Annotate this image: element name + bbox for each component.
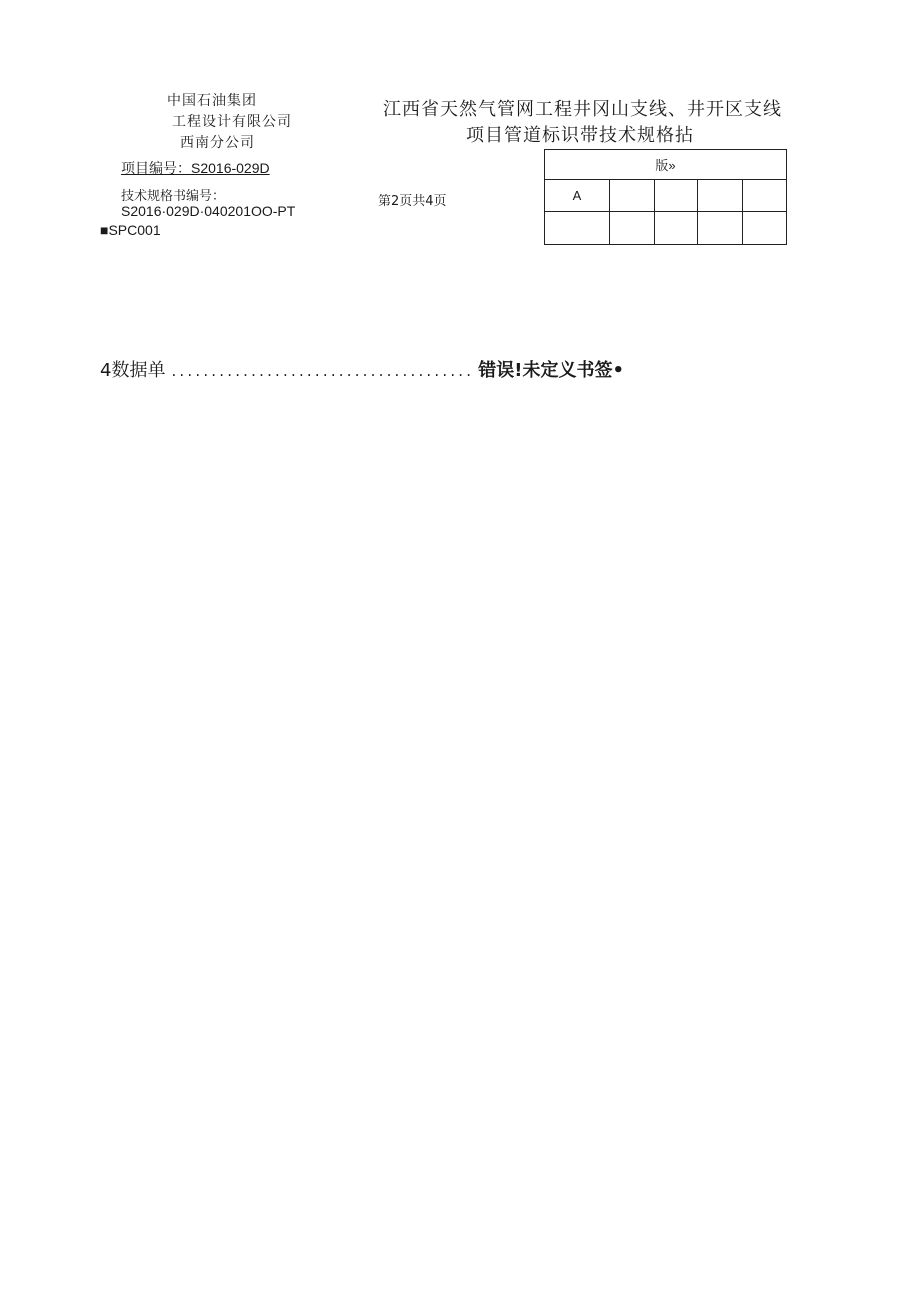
revision-cell [743, 180, 787, 212]
toc-entry-reference: 错误!未定义书签• [478, 360, 624, 381]
revision-table [544, 149, 787, 245]
toc-leader-dots: ...................................... [171, 362, 475, 380]
document-title-line1: 江西省天然气管网工程井冈山支线、井开区支线 [383, 99, 782, 120]
spec-number-label: 技术规格书编号： [121, 189, 226, 204]
spec-number-line1: S2016·029D·040201OO-PT [121, 203, 296, 219]
project-number: 项目编号：S2016-029D [121, 160, 270, 176]
company-name-line3: 西南分公司 [180, 135, 255, 151]
revision-cell [655, 212, 698, 245]
toc-entry-label: 4数据单 [100, 360, 166, 381]
document-title-line2: 项目管道标识带技术规格拈 [466, 125, 694, 146]
revision-cell [610, 212, 655, 245]
page-number: 第2页共4页 [378, 194, 447, 209]
revision-cell [655, 180, 698, 212]
revision-cell: A [545, 180, 610, 212]
revision-header: 版» [545, 150, 787, 180]
revision-cell [610, 180, 655, 212]
revision-cell [698, 180, 743, 212]
revision-cell [545, 212, 610, 245]
revision-cell [698, 212, 743, 245]
spec-number-line2: ■SPC001 [100, 222, 161, 238]
company-name-line1: 中国石油集团 [167, 93, 257, 109]
revision-cell [743, 212, 787, 245]
toc-entry[interactable] [100, 356, 624, 382]
company-name-line2: 工程设计有限公司 [172, 114, 292, 130]
